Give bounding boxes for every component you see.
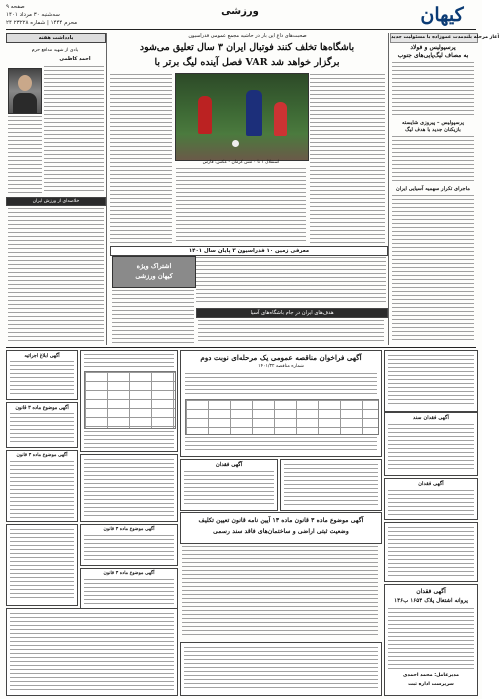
ad-left-1-body [10, 361, 74, 396]
ad-bottom-mid [180, 642, 382, 696]
right-column-title: آغاز مرحله بلندمدت عموزاده با مسئولیت جدید [390, 33, 478, 43]
right-body-2 [392, 136, 474, 184]
ad-tender-sub: شماره مناقصه ۱۴۰۱/۳۲ [258, 364, 304, 369]
player-figure [198, 96, 212, 134]
portrait-caption: یادی از شهید مدافع حرم [31, 48, 79, 53]
date-line: سه‌شنبه ۳۰ مرداد ۱۴۰۱ [6, 12, 60, 18]
mid-box-title: هدف‌های ایران در جام باشگاه‌های آسیا [196, 308, 388, 318]
ad-fuqdan-body [184, 471, 274, 507]
ad-tender-body [185, 373, 377, 395]
column-rule [106, 33, 107, 345]
ad-right-4-body [388, 527, 474, 577]
issue-line: ۲۴ محرم ۱۴۴۴ | شماره ۲۳۲۲۸ [6, 20, 78, 26]
ad-right-3-body [388, 490, 474, 516]
ad-mid-4 [80, 524, 178, 566]
right-body-3 [392, 195, 474, 343]
ad-left-3 [6, 450, 78, 522]
left-body-1 [44, 66, 104, 194]
ad-left-1 [6, 350, 78, 400]
player-figure [274, 102, 287, 136]
portrait-body [13, 93, 37, 113]
player-figure [246, 90, 262, 136]
ad-tender [180, 350, 382, 457]
ad-left-5 [6, 608, 178, 696]
ad-mid-5 [80, 568, 178, 610]
ad-right-5-footer-2: سرپرست اداره ثبت [408, 682, 454, 687]
mid-body-1 [196, 257, 386, 305]
right-sub1: پرسپولیس و فولاد [410, 44, 456, 51]
portrait-face [18, 75, 32, 91]
ad-right-5-sub: پروانه اشتغال پلاک ۱۶۵۴ ب۱۴۶ [394, 598, 468, 604]
left-box-title: یادداشت هفته [6, 33, 106, 43]
column-rule [388, 33, 389, 345]
lead-body-right [310, 74, 385, 244]
ad-right-1-body [388, 355, 474, 407]
ad-right-5-title: آگهی فقدان [416, 588, 446, 595]
left-subhead: خلاصه‌ای از ورزش ایران [6, 197, 106, 206]
right-sub3: پرسپولیس – پیروزی شایسته [402, 120, 464, 126]
left-body-2 [8, 116, 42, 194]
ad-article3 [180, 512, 382, 544]
ad-notice [280, 459, 382, 511]
lead-headline-2: فصل آینده لیگ برتر با VAR برگزار خواهد شد [154, 57, 340, 68]
ad-left-2 [6, 402, 78, 448]
ad-table-head [84, 354, 174, 368]
ad-right-2-body [388, 424, 474, 472]
ad-left-2-title: آگهی موضوع ماده ۳ قانون [15, 405, 69, 411]
ad-notice-body [284, 464, 378, 506]
ad-bottom-mid-body [184, 647, 378, 691]
ad-article3-sub: وضعیت ثبتی اراضی و ساختمان‌های فاقد سند رسمی [213, 528, 349, 535]
left-body-3 [8, 208, 104, 344]
ad-right-4 [384, 522, 478, 582]
lead-body-center [176, 168, 306, 244]
section-title: ورزشی [221, 6, 259, 17]
ad-fuqdan [180, 459, 278, 511]
ad-left-3-body [10, 461, 74, 518]
right-sub2: به مصاف لیگ‌پایی‌های جنوب [397, 52, 469, 59]
ad-mid-5-body [84, 579, 174, 606]
promo-box [112, 256, 196, 288]
right-sub4: بازیکنان جدید با هدف لیگ [405, 127, 461, 133]
ad-right-3-title: آگهی فقدان [418, 481, 444, 487]
ad-mid-3 [80, 454, 178, 522]
mid-body-2 [112, 290, 194, 344]
ad-fuqdan-title: آگهی فقدان [215, 462, 243, 468]
ad-mid-3-body [84, 459, 174, 517]
photo-caption: استقلال ۱ تا ۰ مس کرمان - عکس: فارس [202, 160, 280, 165]
ad-tender-table [185, 399, 379, 435]
promo-line2: کیهان ورزشی [135, 272, 173, 280]
ad-left-4 [6, 524, 78, 606]
promo-line1: اشتراک ویژه [136, 262, 172, 270]
ad-article3-title: آگهی موضوع ماده ۳ قانون ماده ۱۳ آیین نامه قانون تعیین تکلیف [198, 517, 364, 524]
page-number: صفحه ۹ [6, 4, 25, 10]
ads-section-rule [6, 347, 476, 348]
ad-table-grid [84, 371, 176, 429]
ad-left-4-body [10, 529, 74, 601]
ad-right-3 [384, 478, 478, 520]
ad-tender-body-2 [185, 437, 377, 453]
right-sub5: ماجرای تکرار سهمیه آسیایی ایران [395, 186, 471, 192]
ad-right-2 [384, 412, 478, 476]
mid-body-3 [198, 320, 384, 344]
lead-body-left [110, 74, 172, 244]
lead-photo [175, 73, 309, 161]
ad-right-5-footer: مدیرعامل: محمد احمدی [402, 673, 459, 678]
author-portrait [8, 68, 42, 114]
ad-left-1-title: آگهی ابلاغ اجرائیه [24, 353, 60, 359]
lead-kicker: صحبت‌های داغ این بار در حاشیه مجمع عمومی فدراسیون [188, 33, 307, 39]
ad-left-3-title: آگهی موضوع ماده ۳ قانون [16, 453, 68, 458]
mid-strip-title: معرفی زمین ۱۰ فدراسیون ۳ پایان سال ۱۴۰۱ [110, 246, 388, 256]
author-name: احمد کاظمی [59, 56, 91, 62]
right-body-1 [392, 62, 474, 118]
ad-table [80, 350, 178, 452]
lead-headline-1: باشگاه‌ها تخلف کنند فوتبال ایران ۳ سال تعلیق می‌شود [139, 42, 355, 53]
ball [232, 140, 239, 147]
ad-left-5-body [10, 613, 174, 691]
ad-table-foot [84, 431, 174, 448]
ad-mid-5-title: آگهی موضوع ماده ۳ قانون [103, 571, 155, 576]
ad-left-2-body [10, 413, 74, 444]
newspaper-logo: کیهان [420, 4, 464, 26]
ad-right-5-body [388, 608, 474, 670]
ad-right-5 [384, 584, 478, 696]
ad-right-2-title: آگهی فقدان سند [413, 415, 449, 421]
ad-tender-title: آگهی فراخوان مناقصه عمومی یک مرحله‌ای نوبت دوم [200, 353, 362, 362]
ad-mid-4-title: آگهی موضوع ماده ۳ قانون [103, 527, 155, 532]
ad-article3-body [182, 546, 378, 638]
ad-mid-4-body [84, 535, 174, 562]
masthead-rule [6, 29, 476, 30]
ad-right-1 [384, 350, 478, 412]
